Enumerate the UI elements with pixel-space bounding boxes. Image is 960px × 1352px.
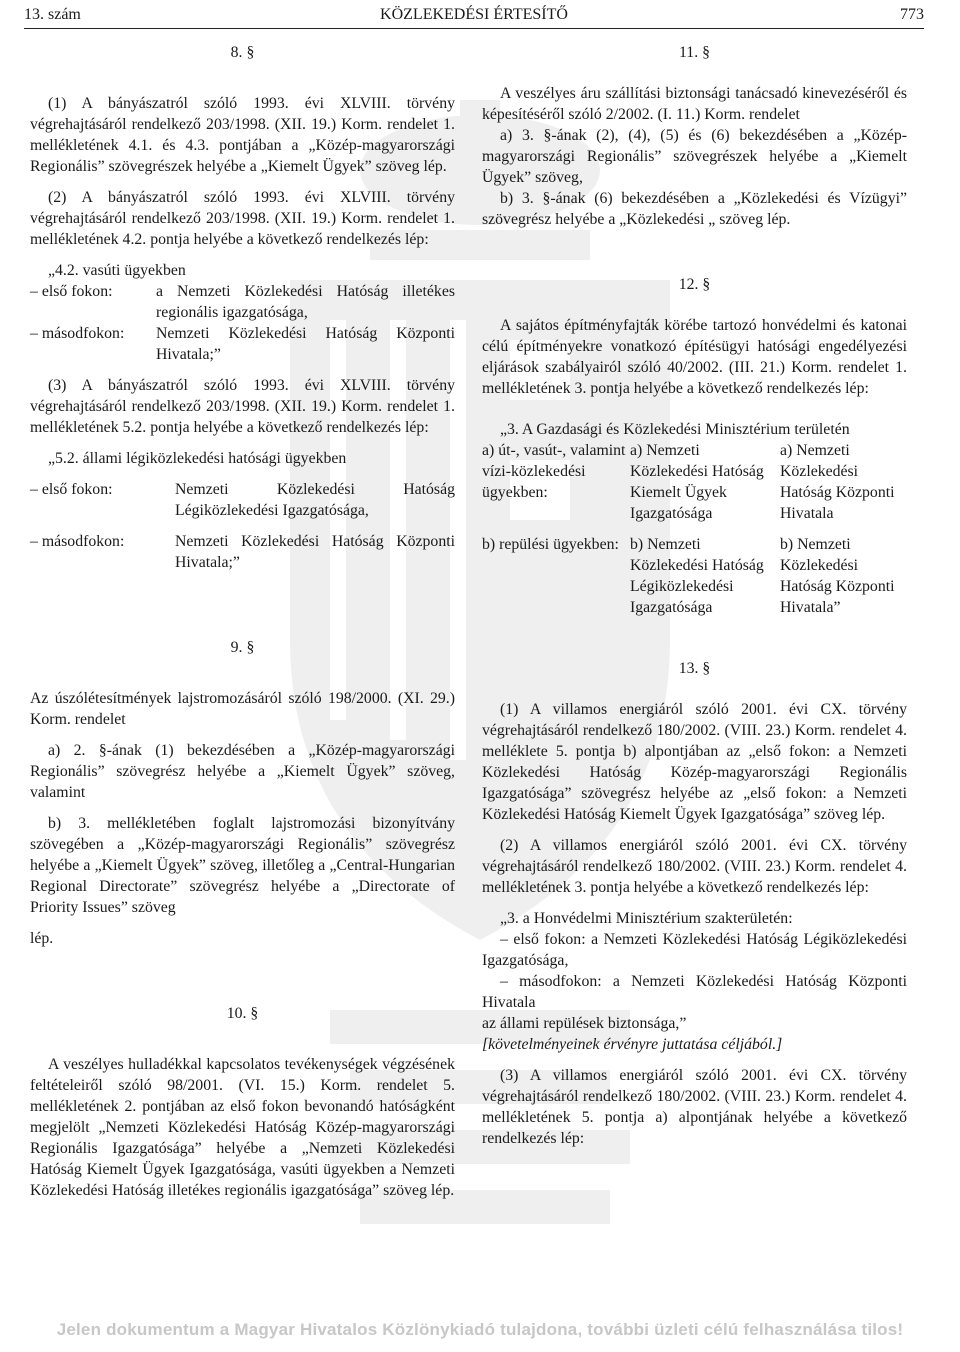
section-8-paragraph-3: (3) A bányászatról szóló 1993. évi XLVIII. törvény végrehajtásáról rendelkező 203/1998. (XII. 19.) Korm. rendelet 1. mellékletének 5.2. pontja helyébe a következő rendelkezés lép: xyxy=(30,377,455,436)
table-cell: a) út-, vasút-, valamint vízi-közlekedési ügyekben: xyxy=(482,442,626,501)
section-13-quote-5: [követelményeinek érvényre juttatása céljából.] xyxy=(482,1036,783,1053)
second-instance-label: – másodfokon: xyxy=(30,325,125,342)
section-9-paragraph-4: lép. xyxy=(30,930,54,947)
section-10-paragraph-1: A veszélyes hulladékkal kapcsolatos tevékenységek végzésének feltételeiről szóló 98/2001. (VI. 15.) Korm. rendelet 5. mellékletének 2. pontjában az első fokon bevonandó hatóságként megjelölt „Nemzeti Közlekedési Hatóság Közép-magyarországi Regionális Igazgatósága” helyébe a „Nemzeti Közlekedési Hatóság Kiemelt Ügyek Igazgatósága, vasúti ügyekben a Nemzeti Közlekedési Hatóság illetékes regionális igazgatósága” szöveg lép. xyxy=(30,1056,455,1199)
table-cell: b) Nemzeti Közlekedési Hatóság Légiközlekedési Igazgatósága xyxy=(630,536,764,616)
section-8-title: 8. § xyxy=(230,44,255,61)
running-header xyxy=(24,4,924,29)
section-8-quote-5-2: „5.2. állami légiközlekedési hatósági ügyekben xyxy=(48,450,347,467)
first-instance-row xyxy=(30,281,455,323)
section-8-quote-4-2: „4.2. vasúti ügyekben xyxy=(48,262,186,279)
section-13-quote-4: az állami repülések biztonsága,” xyxy=(482,1015,687,1032)
table-cell: b) Nemzeti Közlekedési Hatóság Központi Hivatala” xyxy=(780,536,895,616)
first-instance-value: a Nemzeti Közlekedési Hatóság illetékes regionális igazgatósága, xyxy=(156,283,455,321)
second-instance-row xyxy=(30,323,455,365)
section-9-paragraph-2: a) 2. §-ának (1) bekezdésében a „Közép-magyarországi Regionális” szövegrész helyébe a „Kiemelt Ügyek” szöveg, valamint xyxy=(30,742,455,801)
section-9-paragraph-3: b) 3. mellékletében foglalt lajstromozási bizonyítvány szövegében a „Közép-magyarországi Regionális” szövegrész helyébe a „Kiemelt Ügyek” szöveg, illetőleg a „Central-Hungarian Regional Directorate” szövegrész helyébe a „Directorate of Priority Issues” szöveg xyxy=(30,815,455,916)
section-13-paragraph-3: (3) A villamos energiáról szóló 2001. évi CX. törvény végrehajtásáról rendelkező 180/2002. (VIII. 23.) Korm. rendelet 4. mellékletének 5. pontja a) alpontjának helyébe a következő rendelkezés lép: xyxy=(482,1067,907,1147)
second-instance-label: – másodfokon: xyxy=(30,533,125,550)
section-12-paragraph-1: A sajátos építményfajták körébe tartozó honvédelmi és katonai célú építményekre vonatkozó építésügyi hatósági engedélyezési eljárások szabályairól szóló 40/2002. (III. 21.) Korm. rendelet 1. mellékletének 3. pontja helyébe a következő rendelkezés lép: xyxy=(482,317,907,397)
section-13-paragraph-2: (2) A villamos energiáról szóló 2001. évi CX. törvény végrehajtásáról rendelkező 180/2002. (VIII. 23.) Korm. rendelet 4. mellékletének 3. pontja helyébe a következő rendelkezés lép: xyxy=(482,837,907,896)
section-13-quote-3: – másodfokon: a Nemzeti Közlekedési Hatóság Központi Hivatala xyxy=(482,973,907,1011)
left-column xyxy=(30,42,455,1201)
second-instance-row xyxy=(30,531,455,573)
table-cell: a) Nemzeti Közlekedési Hatóság Központi Hivatala xyxy=(780,442,895,522)
table-cell: b) repülési ügyekben: xyxy=(482,536,619,553)
first-instance-label: – első fokon: xyxy=(30,283,113,300)
first-instance-row xyxy=(30,479,455,521)
journal-title: KÖZLEKEDÉSI ÉRTESÍTŐ xyxy=(380,6,568,23)
section-12-title: 12. § xyxy=(678,276,711,293)
section-12-quote: „3. A Gazdasági és Közlekedési Minisztérium területén xyxy=(500,421,850,438)
section-13-paragraph-1: (1) A villamos energiáról szóló 2001. évi CX. törvény végrehajtásáról rendelkező 180/2002. (VIII. 23.) Korm. rendelet 4. melléklete 5. pontja b) alpontjában az „első fokon: a Nemzeti Közlekedési Hatóság Közép-magyarországi Regionális Igazgatósága” szövegrész helyébe az „első fokon: a Nemzeti Közlekedési Hatóság Kiemelt Ügyek Igazgatósága” szöveg lép. xyxy=(482,701,907,823)
issue-number: 13. szám xyxy=(24,6,81,23)
section-11-paragraph-3: b) 3. §-ának (6) bekezdésében a „Közlekedési és Vízügyi” szövegrész helyébe a „Közlekedési „ szöveg lép. xyxy=(482,190,907,228)
section-13-quote-1: „3. a Honvédelmi Minisztérium szakterületén: xyxy=(500,910,793,927)
section-13-title: 13. § xyxy=(678,660,711,677)
first-instance-label: – első fokon: xyxy=(30,481,113,498)
section-11-paragraph-2: a) 3. §-ának (2), (4), (5) és (6) bekezdésében a „Közép-magyarországi Regionális” szövegrészek helyébe a „Kiemelt Ügyek” szöveg, xyxy=(482,127,907,186)
section-8-paragraph-2: (2) A bányászatról szóló 1993. évi XLVIII. törvény végrehajtásáról rendelkező 203/1998. (XII. 19.) Korm. rendelet 1. mellékletének 4.2. pontja helyébe a következő rendelkezés lép: xyxy=(30,189,455,248)
first-instance-value: Nemzeti Közlekedési Hatóság Légiközlekedési Igazgatósága, xyxy=(175,481,455,519)
ownership-notice-footer: Jelen dokumentum a Magyar Hivatalos Közlönykiadó tulajdona, további üzleti célú felhasználása tilos! xyxy=(56,1320,904,1339)
table-cell: a) Nemzeti Közlekedési Hatóság Kiemelt Ügyek Igazgatósága xyxy=(630,442,764,522)
authority-table xyxy=(482,440,907,628)
right-column xyxy=(482,42,907,1149)
page-number: 773 xyxy=(900,6,924,23)
section-8-paragraph-1: (1) A bányászatról szóló 1993. évi XLVIII. törvény végrehajtásáról rendelkező 203/1998. (XII. 19.) Korm. rendelet 1. mellékletének 4.1. és 4.3. pontjában a „Közép-magyarországi Regionális” szövegrészek helyébe a „Kiemelt Ügyek” szöveg lép. xyxy=(30,95,455,175)
section-10-title: 10. § xyxy=(226,1005,259,1022)
section-11-paragraph-1: A veszélyes áru szállítási biztonsági tanácsadó kinevezéséről és képesítéséről szóló 2/2002. (I. 11.) Korm. rendelet xyxy=(482,85,907,123)
section-11-title: 11. § xyxy=(678,44,710,61)
section-9-title: 9. § xyxy=(230,639,255,656)
second-instance-value: Nemzeti Közlekedési Hatóság Központi Hivatala;” xyxy=(175,533,455,571)
section-9-paragraph-1: Az úszólétesítmények lajstromozásáról szóló 198/2000. (XI. 29.) Korm. rendelet xyxy=(30,690,455,728)
section-13-quote-2: – első fokon: a Nemzeti Közlekedési Hatóság Légiközlekedési Igazgatósága, xyxy=(482,931,907,969)
second-instance-value: Nemzeti Közlekedési Hatóság Központi Hivatala;” xyxy=(156,325,455,363)
